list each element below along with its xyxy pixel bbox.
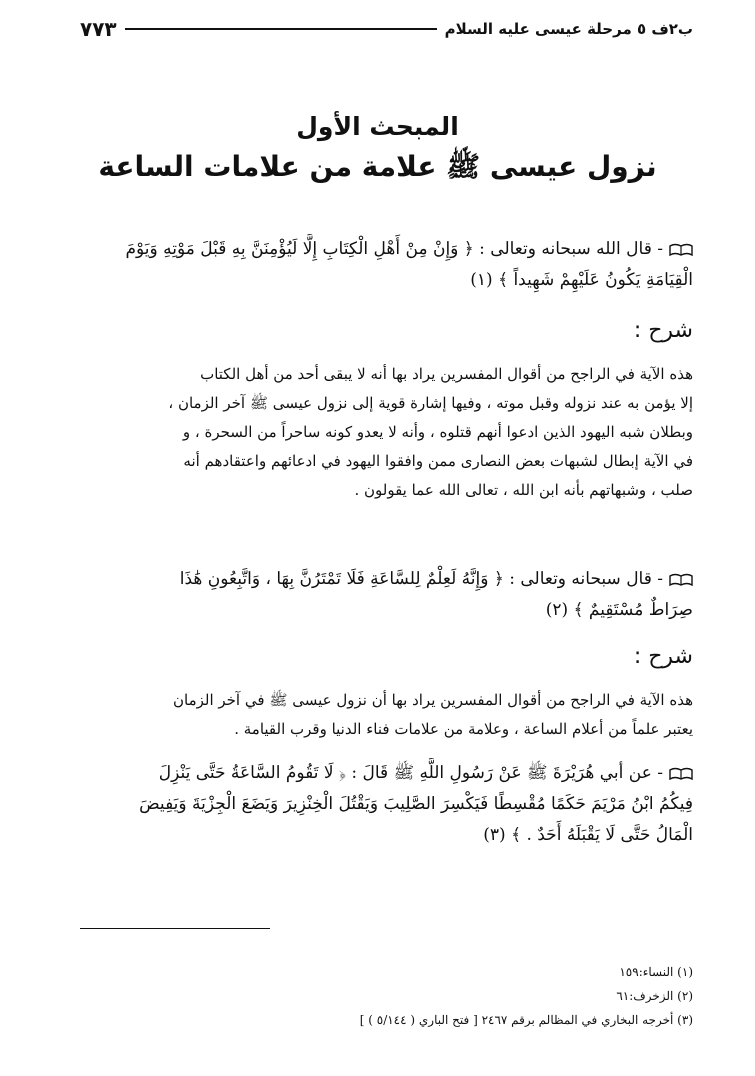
quran-verse-1 xyxy=(62,234,693,296)
open-book-icon xyxy=(669,243,693,256)
explanation-2 xyxy=(62,686,693,744)
running-header xyxy=(80,14,693,44)
verse-line: الْقِيَامَةِ يَكُونُ عَلَيْهِمْ شَهِيداً ﴾ (١) xyxy=(470,270,693,290)
running-header-title: ب٢ف ٥ مرحلة عيسى عليه السلام xyxy=(444,20,693,38)
section-title: المبحث الأول xyxy=(296,112,459,141)
explanation-line: إلا يؤمن به عند نزوله وقبل موته ، وفيها إشارة قوية إلى نزول عيسى ﷺ آخر الزمان ، xyxy=(168,394,693,412)
verse-line: - قال الله سبحانه وتعالى : ﴿ وَإِنْ مِنْ أَهْلِ الْكِتَابِ إِلَّا لَيُؤْمِنَنَّ بِهِ قَبْلَ مَوْتِهِ وَيَوْمَ xyxy=(62,234,693,265)
explanation-line: في الآية إبطال لشبهات بعض النصارى ممن وافقوا اليهود في ادعائهم واعتقادهم أنه xyxy=(183,452,693,470)
footnotes xyxy=(62,960,693,1032)
footnote-1: (١) النساء:١٥٩ xyxy=(619,965,693,979)
sharh-heading-2: شرح : xyxy=(633,644,693,669)
open-book-icon xyxy=(669,767,693,780)
explanation-line: هذه الآية في الراجح من أقوال المفسرين يراد بها أن نزول عيسى ﷺ في آخر الزمان xyxy=(172,691,693,709)
footnote-2: (٢) الزخرف:٦١ xyxy=(616,989,693,1003)
hadith-text xyxy=(62,758,693,851)
section-subtitle: نزول عيسى ﷺ علامة من علامات الساعة xyxy=(98,150,657,183)
explanation-line: هذه الآية في الراجح من أقوال المفسرين يراد بها أنه لا يبقى أحد من أهل الكتاب xyxy=(200,365,693,383)
hadith-line: فِيكُمُ ابْنُ مَرْيَمَ حَكَمًا مُقْسِطًا فَيَكْسِرَ الصَّلِيبَ وَيَقْتُلَ الْخِنْزِيرَ وَيَضَعَ الْجِزْيَةَ وَيَفِيضَ xyxy=(139,794,693,814)
open-book-icon xyxy=(669,573,693,586)
explanation-line: صلب ، وشبهاتهم بأنه ابن الله ، تعالى الله عما يقولون . xyxy=(354,481,693,499)
explanation-line: وبطلان شبه اليهود الذين ادعوا أنهم قتلوه ، وأنه لا يعدو كونه ساحراً من السحرة ، و xyxy=(182,423,693,441)
header-rule xyxy=(125,28,437,30)
footnote-3: (٣) أخرجه البخاري في المظالم برقم ٢٤٦٧ [ فتح الباري ( ٥/١٤٤ ) ] xyxy=(359,1013,693,1027)
quran-verse-2 xyxy=(62,564,693,626)
verse-line: - قال سبحانه وتعالى : ﴿ وَإِنَّهُ لَعِلْمٌ لِلسَّاعَةِ فَلَا تَمْتَرُنَّ بِهَا ، وَاتَّبِعُونِ هَٰذَا xyxy=(62,564,693,595)
verse-line: صِرَاطٌ مُسْتَقِيمٌ ﴾ (٢) xyxy=(545,600,693,620)
footnote-separator xyxy=(80,928,270,929)
explanation-line: يعتبر علماً من أعلام الساعة ، وعلامة من علامات فناء الدنيا وقرب القيامة . xyxy=(234,720,693,738)
explanation-1 xyxy=(62,360,693,505)
hadith-line: - عن أبي هُرَيْرَةَ ﷺ عَنْ رَسُولِ اللَّهِ ﷺ قَالَ : ﴿ لَا تَقُومُ السَّاعَةُ حَتَّى يَنْزِلَ xyxy=(62,758,693,789)
hadith-line: الْمَالُ حَتَّى لَا يَقْبَلَهُ أَحَدٌ . ﴾ (٣) xyxy=(483,825,693,845)
page-number: ٧٧٣ xyxy=(80,17,117,41)
sharh-heading-1: شرح : xyxy=(633,318,693,343)
